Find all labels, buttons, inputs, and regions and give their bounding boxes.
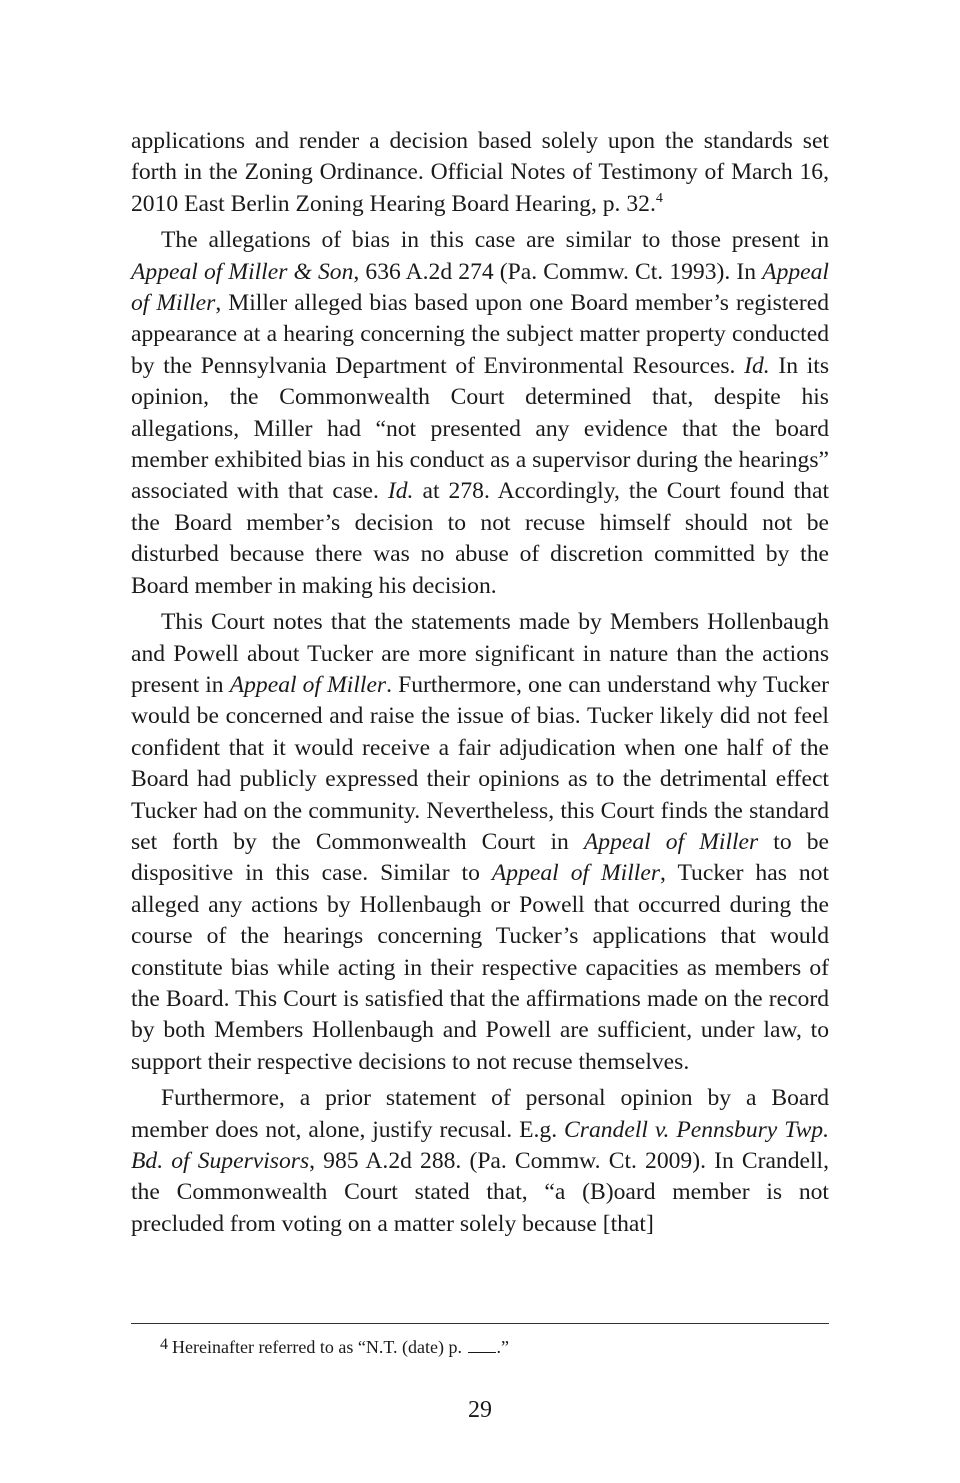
p3-text-3: to be dispositive in this case. Similar to bbox=[131, 828, 830, 887]
footnote-divider bbox=[131, 1323, 829, 1324]
case-name-appeal-of-miller: Appeal of Miller bbox=[131, 258, 829, 317]
case-name-appeal-of-miller-and-son: Appeal of Miller & Son bbox=[131, 258, 354, 285]
p2-text-3: , Miller alleged bias based upon one Board member’s registered appearance at a hearing concerning the subject matter property conducted by the Pennsylvania Department of Environmental Resources. bbox=[131, 290, 829, 379]
footnote-blank-line bbox=[468, 1338, 496, 1353]
page-number: 29 bbox=[468, 1397, 492, 1423]
p2-text-1: The allegations of bias in this case are similar to those present in bbox=[161, 227, 829, 254]
document-body bbox=[131, 126, 829, 1245]
p2-text-5: at 278. Accordingly, the Court found that the Board member’s decision to not recuse himself should not be disturbed because there was no abuse of discretion committed by the Board member in making his decision. bbox=[131, 478, 829, 599]
p3-text-1: This Court notes that the statements made by Members Hollenbaugh and Powell about Tucker are more significant in nature than the actions present in bbox=[131, 609, 829, 698]
footnote-reference-4: 4 bbox=[655, 190, 663, 206]
case-name-appeal-of-miller: Appeal of Miller bbox=[583, 828, 759, 855]
p4-text-1: Furthermore, a prior statement of personal opinion by a Board member does not, alone, justify recusal. E.g. bbox=[131, 1085, 829, 1143]
citation-id: Id. bbox=[387, 478, 414, 505]
footnote-4 bbox=[160, 1333, 509, 1359]
footnote-text-after: .” bbox=[496, 1337, 509, 1357]
citation-id: Id. bbox=[744, 352, 770, 379]
paragraph-2 bbox=[131, 225, 829, 602]
footnote-text-before: Hereinafter referred to as “N.T. (date) p. bbox=[172, 1337, 462, 1357]
p3-text-2: . Furthermore, one can understand why Tucker would be concerned and raise the issue of bias. Tucker likely did not feel confident that it would receive a fair adjudication when one half of the Board had publicly expressed their opinions as to the detrimental effect Tucker had on the community. Nevertheless, this Court finds the standard set forth by the Commonwealth Court in bbox=[131, 671, 830, 855]
paragraph-3 bbox=[131, 607, 829, 1078]
case-name-appeal-of-miller: Appeal of Miller bbox=[229, 671, 387, 698]
p2-text-2: , 636 A.2d 274 (Pa. Commw. Ct. 1993). In bbox=[353, 258, 763, 285]
footnote-mark: 4 bbox=[160, 1336, 168, 1353]
p2-text-4: In its opinion, the Commonwealth Court determined that, despite his allegations, Miller had “not presented any evidence that the board member exhibited bias in his conduct as a supervisor during the hearings” associated with that case. bbox=[131, 352, 829, 505]
p1-text: applications and render a decision based solely upon the standards set forth in the Zoning Ordinance. Official Notes of Testimony of March 16, 2010 East Berlin Zoning Hearing Board Hearing, p. 32. bbox=[131, 128, 829, 217]
paragraph-1 bbox=[131, 126, 829, 220]
case-name-crandell: Crandell v. Pennsbury Twp. Bd. of Supervisors bbox=[131, 1116, 830, 1174]
paragraph-4 bbox=[131, 1083, 829, 1240]
p3-text-4: , Tucker has not alleged any actions by Hollenbaugh or Powell that occurred during the course of the hearings concerning Tucker’s applications that would constitute bias while acting in their respective capacities as members of the Board. This Court is satisfied that the affirmations made on the record by both Members Hollenbaugh and Powell are sufficient, under law, to support their respective decisions to not recuse themselves. bbox=[131, 860, 830, 1075]
p4-text-2: , 985 A.2d 288. (Pa. Commw. Ct. 2009). In Crandell, the Commonwealth Court stated that, “a (B)oard member is not precluded from voting on a matter solely because [that] bbox=[131, 1148, 830, 1237]
case-name-appeal-of-miller: Appeal of Miller bbox=[491, 860, 661, 887]
